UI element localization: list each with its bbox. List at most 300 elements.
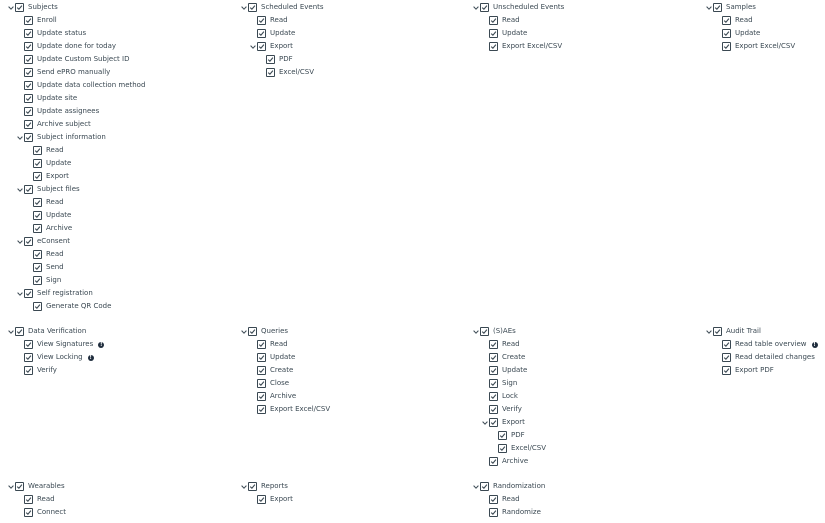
checkmark-icon	[25, 290, 32, 297]
permission-row-unscheduled-events-update	[471, 27, 671, 40]
checkmark-icon	[25, 367, 32, 374]
checkmark-icon	[249, 4, 256, 11]
permission-row-subjects-subject-information-read	[6, 144, 206, 157]
chevron-down-icon[interactable]	[6, 325, 15, 338]
checkmark-icon	[34, 160, 41, 167]
permission-row-queries-read	[239, 338, 439, 351]
chevron-down-icon[interactable]	[248, 40, 257, 53]
info-icon[interactable]: !	[89, 354, 92, 361]
permission-label: Update	[502, 29, 528, 37]
checkbox-scheduled-events[interactable]	[248, 3, 257, 12]
permission-label: Archive subject	[37, 120, 91, 128]
permission-label: Samples	[726, 3, 756, 11]
checkbox-subjects-econsent-send[interactable]	[33, 263, 42, 272]
permission-label: Read detailed changes	[735, 353, 815, 361]
checkbox-audit-trail[interactable]	[713, 327, 722, 336]
checkmark-icon	[249, 328, 256, 335]
checkbox-unscheduled-events[interactable]	[480, 3, 489, 12]
checkbox-s-aes-archive[interactable]	[489, 457, 498, 466]
permission-label: Verify	[37, 366, 57, 374]
permission-row-subjects-econsent	[6, 235, 206, 248]
checkbox-samples-update[interactable]	[722, 29, 731, 38]
permission-label: Update Custom Subject ID	[37, 55, 130, 63]
checkmark-icon	[258, 393, 265, 400]
checkmark-icon	[25, 238, 32, 245]
checkbox-subjects-subject-information-export[interactable]	[33, 172, 42, 181]
permission-label: Enroll	[37, 16, 57, 24]
checkbox-queries-read[interactable]	[257, 340, 266, 349]
permission-row-subjects-send-epro-manually	[6, 66, 206, 79]
checkbox-subjects-subject-files-update[interactable]	[33, 211, 42, 220]
checkbox-queries-archive[interactable]	[257, 392, 266, 401]
checkmark-icon	[34, 173, 41, 180]
permission-row-randomization	[471, 480, 671, 493]
checkmark-icon	[481, 328, 488, 335]
permission-label: Archive	[270, 392, 297, 400]
permission-label: (S)AEs	[493, 327, 516, 335]
checkmark-icon	[267, 69, 274, 76]
checkmark-icon	[25, 108, 32, 115]
checkmark-icon	[25, 354, 32, 361]
checkmark-icon	[25, 30, 32, 37]
checkmark-icon	[723, 367, 730, 374]
checkmark-icon	[34, 303, 41, 310]
checkbox-scheduled-events-update[interactable]	[257, 29, 266, 38]
info-icon[interactable]: !	[100, 341, 103, 348]
permission-group-samples	[704, 1, 825, 53]
permission-label: Send	[46, 263, 64, 271]
permission-label: Read table overview	[735, 340, 807, 348]
checkbox-queries[interactable]	[248, 327, 257, 336]
permission-label: Verify	[502, 405, 522, 413]
permission-label: Update done for today	[37, 42, 117, 50]
chevron-down-icon[interactable]	[471, 325, 480, 338]
checkmark-icon	[490, 341, 497, 348]
permission-row-s-aes-export-pdf	[471, 429, 671, 442]
permission-label: Randomize	[502, 508, 541, 516]
permission-row-scheduled-events-export-excel-csv	[239, 66, 439, 79]
permission-label: Self registration	[37, 289, 93, 297]
permission-row-audit-trail-read-table-overview	[704, 338, 825, 351]
checkmark-icon	[34, 251, 41, 258]
info-icon[interactable]: !	[813, 341, 816, 348]
permission-label: Lock	[502, 392, 518, 400]
permission-row-audit-trail-export-pdf	[704, 364, 825, 377]
permission-group-subjects	[6, 1, 206, 313]
permission-row-subjects-self-registration-generate-qr-code	[6, 300, 206, 313]
permission-label: Update	[46, 211, 72, 219]
permission-label: Subject files	[37, 185, 80, 193]
permission-label: Read	[502, 340, 520, 348]
permission-row-data-verification	[6, 325, 206, 338]
chevron-down-icon[interactable]	[6, 1, 15, 14]
permission-label: Update	[46, 159, 72, 167]
permission-label: Read	[37, 495, 55, 503]
permission-row-queries-close	[239, 377, 439, 390]
permission-label: Excel/CSV	[511, 444, 547, 452]
permission-row-queries	[239, 325, 439, 338]
checkmark-icon	[25, 121, 32, 128]
checkbox-s-aes-export-excel-csv[interactable]	[498, 444, 507, 453]
checkbox-queries-update[interactable]	[257, 353, 266, 362]
checkbox-reports-export[interactable]	[257, 495, 266, 504]
permission-label: Update status	[37, 29, 87, 37]
checkbox-data-verification[interactable]	[15, 327, 24, 336]
checkbox-s-aes-update[interactable]	[489, 366, 498, 375]
checkmark-icon	[714, 328, 721, 335]
permission-row-subjects-self-registration	[6, 287, 206, 300]
permission-row-subjects-econsent-send	[6, 261, 206, 274]
checkmark-icon	[34, 277, 41, 284]
checkmark-icon	[258, 17, 265, 24]
permission-label: Scheduled Events	[261, 3, 324, 11]
permission-row-queries-create	[239, 364, 439, 377]
checkbox-randomization-read[interactable]	[489, 495, 498, 504]
permission-row-samples	[704, 1, 825, 14]
permission-label: Export Excel/CSV	[735, 42, 796, 50]
checkbox-queries-close[interactable]	[257, 379, 266, 388]
permission-row-reports	[239, 480, 439, 493]
permission-row-subjects-subject-files-update	[6, 209, 206, 222]
checkmark-icon	[16, 483, 23, 490]
checkmark-icon	[34, 264, 41, 271]
checkmark-icon	[34, 147, 41, 154]
permission-label: Read	[46, 146, 64, 154]
checkbox-samples-read[interactable]	[722, 16, 731, 25]
checkmark-icon	[258, 341, 265, 348]
checkbox-subjects-archive-subject[interactable]	[24, 120, 33, 129]
checkbox-subjects-econsent[interactable]	[24, 237, 33, 246]
permission-row-subjects-update-assignees	[6, 105, 206, 118]
permission-label: Export	[270, 42, 293, 50]
checkmark-icon	[490, 406, 497, 413]
permission-row-subjects	[6, 1, 206, 14]
checkmark-icon	[490, 367, 497, 374]
checkbox-samples-export-excel-csv[interactable]	[722, 42, 731, 51]
checkmark-icon	[499, 445, 506, 452]
chevron-down-icon[interactable]	[15, 287, 24, 300]
chevron-down-icon[interactable]	[15, 235, 24, 248]
permission-row-subjects-update-custom-subject-id	[6, 53, 206, 66]
checkmark-icon	[25, 43, 32, 50]
checkmark-icon	[258, 43, 265, 50]
permission-row-data-verification-verify	[6, 364, 206, 377]
chevron-down-icon[interactable]	[704, 325, 713, 338]
permission-row-samples-read	[704, 14, 825, 27]
permission-row-unscheduled-events-read	[471, 14, 671, 27]
checkbox-subjects-subject-files-read[interactable]	[33, 198, 42, 207]
checkmark-icon	[723, 43, 730, 50]
checkmark-icon	[25, 95, 32, 102]
permission-label: Update	[270, 353, 296, 361]
chevron-down-icon[interactable]	[15, 131, 24, 144]
checkbox-subjects-subject-information-update[interactable]	[33, 159, 42, 168]
checkmark-icon	[481, 483, 488, 490]
permission-row-wearables	[6, 480, 206, 493]
checkmark-icon	[16, 4, 23, 11]
permission-group-reports	[239, 480, 439, 506]
checkbox-subjects-update-status[interactable]	[24, 29, 33, 38]
checkmark-icon	[25, 134, 32, 141]
checkbox-s-aes-verify[interactable]	[489, 405, 498, 414]
permission-label: Data Verification	[28, 327, 87, 335]
permission-row-s-aes-verify	[471, 403, 671, 416]
chevron-down-icon[interactable]	[471, 1, 480, 14]
checkbox-subjects-subject-information-read[interactable]	[33, 146, 42, 155]
permission-row-scheduled-events-read	[239, 14, 439, 27]
checkmark-icon	[723, 30, 730, 37]
chevron-down-icon[interactable]	[704, 1, 713, 14]
permission-label: Connect	[37, 508, 66, 516]
permission-group-data-verification	[6, 325, 206, 377]
checkmark-icon	[267, 56, 274, 63]
permission-row-scheduled-events	[239, 1, 439, 14]
checkbox-wearables[interactable]	[15, 482, 24, 491]
permission-group-randomization	[471, 480, 671, 519]
checkbox-data-verification-view-signatures[interactable]	[24, 340, 33, 349]
permission-label: Archive	[502, 457, 529, 465]
permission-row-s-aes-read	[471, 338, 671, 351]
checkmark-icon	[723, 17, 730, 24]
permission-label: eConsent	[37, 237, 71, 245]
checkmark-icon	[490, 458, 497, 465]
checkbox-audit-trail-read-detailed-changes[interactable]	[722, 353, 731, 362]
checkbox-wearables-read[interactable]	[24, 495, 33, 504]
permission-group-s-aes	[471, 325, 671, 468]
checkbox-queries-create[interactable]	[257, 366, 266, 375]
permission-row-samples-update	[704, 27, 825, 40]
permission-row-subjects-subject-information	[6, 131, 206, 144]
permission-label: Excel/CSV	[279, 68, 315, 76]
chevron-down-icon[interactable]	[239, 325, 248, 338]
permission-row-randomization-read	[471, 493, 671, 506]
checkmark-icon	[490, 43, 497, 50]
checkmark-icon	[490, 30, 497, 37]
permission-label: Send ePRO manually	[37, 68, 111, 76]
permission-row-audit-trail	[704, 325, 825, 338]
permission-label: Generate QR Code	[46, 302, 112, 310]
permission-row-subjects-archive-subject	[6, 118, 206, 131]
checkbox-subjects-enroll[interactable]	[24, 16, 33, 25]
permission-row-s-aes-export-excel-csv	[471, 442, 671, 455]
checkbox-subjects-self-registration[interactable]	[24, 289, 33, 298]
permission-row-reports-export	[239, 493, 439, 506]
permission-row-subjects-subject-files-archive	[6, 222, 206, 235]
checkbox-scheduled-events-export[interactable]	[257, 42, 266, 51]
permission-label: Export Excel/CSV	[502, 42, 563, 50]
permission-row-audit-trail-read-detailed-changes	[704, 351, 825, 364]
checkmark-icon	[490, 393, 497, 400]
permission-label: Update site	[37, 94, 78, 102]
permission-row-subjects-enroll	[6, 14, 206, 27]
permission-row-s-aes	[471, 325, 671, 338]
checkbox-s-aes-lock[interactable]	[489, 392, 498, 401]
checkbox-s-aes-read[interactable]	[489, 340, 498, 349]
permission-label: Queries	[261, 327, 289, 335]
checkbox-subjects-subject-files[interactable]	[24, 185, 33, 194]
permission-label: View Locking	[37, 353, 83, 361]
checkmark-icon	[258, 406, 265, 413]
checkmark-icon	[16, 328, 23, 335]
permission-row-s-aes-archive	[471, 455, 671, 468]
permission-group-scheduled-events	[239, 1, 439, 79]
checkbox-s-aes-create[interactable]	[489, 353, 498, 362]
permission-row-wearables-connect	[6, 506, 206, 519]
checkbox-data-verification-view-locking[interactable]	[24, 353, 33, 362]
checkmark-icon	[258, 496, 265, 503]
permission-label: Subject information	[37, 133, 106, 141]
checkbox-subjects[interactable]	[15, 3, 24, 12]
checkbox-unscheduled-events-update[interactable]	[489, 29, 498, 38]
permission-row-data-verification-view-signatures	[6, 338, 206, 351]
permission-row-data-verification-view-locking	[6, 351, 206, 364]
permission-label: Unscheduled Events	[493, 3, 565, 11]
checkmark-icon	[258, 380, 265, 387]
checkmark-icon	[34, 225, 41, 232]
permission-group-unscheduled-events	[471, 1, 671, 53]
checkbox-subjects-subject-information[interactable]	[24, 133, 33, 142]
permission-label: Read	[46, 198, 64, 206]
checkmark-icon	[249, 483, 256, 490]
permission-label: Update	[270, 29, 296, 37]
permission-label: Reports	[261, 482, 288, 490]
permission-label: Update	[735, 29, 761, 37]
permission-row-subjects-subject-information-export	[6, 170, 206, 183]
permission-row-queries-update	[239, 351, 439, 364]
permission-row-unscheduled-events-export-excel-csv	[471, 40, 671, 53]
permission-label: Read	[502, 16, 520, 24]
checkbox-audit-trail-read-table-overview[interactable]	[722, 340, 731, 349]
permission-row-subjects-subject-information-update	[6, 157, 206, 170]
checkmark-icon	[490, 380, 497, 387]
checkbox-scheduled-events-export-excel-csv[interactable]	[266, 68, 275, 77]
checkbox-audit-trail-export-pdf[interactable]	[722, 366, 731, 375]
checkbox-reports[interactable]	[248, 482, 257, 491]
permission-label: Audit Trail	[726, 327, 761, 335]
checkbox-subjects-subject-files-archive[interactable]	[33, 224, 42, 233]
chevron-down-icon[interactable]	[15, 183, 24, 196]
chevron-down-icon[interactable]	[239, 1, 248, 14]
permission-label: Export Excel/CSV	[270, 405, 331, 413]
checkmark-icon	[714, 4, 721, 11]
chevron-down-icon[interactable]	[471, 480, 480, 493]
checkmark-icon	[490, 419, 497, 426]
permission-row-scheduled-events-export-pdf	[239, 53, 439, 66]
checkbox-unscheduled-events-read[interactable]	[489, 16, 498, 25]
permission-row-s-aes-update	[471, 364, 671, 377]
checkbox-scheduled-events-read[interactable]	[257, 16, 266, 25]
checkbox-subjects-econsent-sign[interactable]	[33, 276, 42, 285]
checkmark-icon	[25, 186, 32, 193]
checkbox-scheduled-events-export-pdf[interactable]	[266, 55, 275, 64]
checkmark-icon	[25, 341, 32, 348]
permission-row-scheduled-events-update	[239, 27, 439, 40]
permission-row-wearables-read	[6, 493, 206, 506]
checkmark-icon	[723, 354, 730, 361]
checkbox-randomization[interactable]	[480, 482, 489, 491]
checkmark-icon	[258, 354, 265, 361]
checkbox-subjects-econsent-read[interactable]	[33, 250, 42, 259]
permission-label: Read	[502, 495, 520, 503]
checkbox-subjects-send-epro-manually[interactable]	[24, 68, 33, 77]
chevron-down-icon[interactable]	[6, 480, 15, 493]
permission-row-subjects-update-data-collection-method	[6, 79, 206, 92]
permission-row-subjects-subject-files	[6, 183, 206, 196]
permission-group-audit-trail	[704, 325, 825, 377]
permission-label: Update	[502, 366, 528, 374]
permission-row-subjects-econsent-sign	[6, 274, 206, 287]
checkmark-icon	[490, 509, 497, 516]
chevron-down-icon[interactable]	[480, 416, 489, 429]
permission-label: Close	[270, 379, 290, 387]
permission-label: Read	[735, 16, 753, 24]
permission-label: Update data collection method	[37, 81, 146, 89]
checkbox-samples[interactable]	[713, 3, 722, 12]
checkmark-icon	[34, 199, 41, 206]
permission-row-queries-export-excel-csv	[239, 403, 439, 416]
checkbox-queries-export-excel-csv[interactable]	[257, 405, 266, 414]
checkbox-wearables-connect[interactable]	[24, 508, 33, 517]
checkbox-subjects-update-custom-subject-id[interactable]	[24, 55, 33, 64]
checkbox-subjects-update-site[interactable]	[24, 94, 33, 103]
checkmark-icon	[258, 30, 265, 37]
permission-row-randomization-randomize	[471, 506, 671, 519]
permission-label: Export	[270, 495, 293, 503]
permission-row-unscheduled-events	[471, 1, 671, 14]
checkbox-s-aes[interactable]	[480, 327, 489, 336]
permission-label: Update assignees	[37, 107, 100, 115]
permission-row-subjects-subject-files-read	[6, 196, 206, 209]
permission-label: PDF	[511, 431, 525, 439]
permission-group-wearables	[6, 480, 206, 519]
permission-row-s-aes-sign	[471, 377, 671, 390]
checkbox-s-aes-export-pdf[interactable]	[498, 431, 507, 440]
checkmark-icon	[258, 367, 265, 374]
permission-row-subjects-econsent-read	[6, 248, 206, 261]
permission-label: Read	[46, 250, 64, 258]
checkmark-icon	[25, 69, 32, 76]
permission-row-s-aes-export	[471, 416, 671, 429]
checkmark-icon	[34, 212, 41, 219]
checkbox-s-aes-export[interactable]	[489, 418, 498, 427]
checkmark-icon	[25, 56, 32, 63]
checkbox-randomization-randomize[interactable]	[489, 508, 498, 517]
permission-group-queries	[239, 325, 439, 416]
permission-label: Sign	[502, 379, 518, 387]
permission-label: Export	[46, 172, 69, 180]
checkmark-icon	[481, 4, 488, 11]
checkbox-subjects-update-assignees[interactable]	[24, 107, 33, 116]
permission-label: Wearables	[28, 482, 65, 490]
permission-label: Archive	[46, 224, 73, 232]
checkbox-unscheduled-events-export-excel-csv[interactable]	[489, 42, 498, 51]
permission-row-s-aes-create	[471, 351, 671, 364]
chevron-down-icon[interactable]	[239, 480, 248, 493]
permission-label: Read	[270, 340, 288, 348]
permission-label: Subjects	[28, 3, 58, 11]
checkbox-s-aes-sign[interactable]	[489, 379, 498, 388]
checkmark-icon	[25, 17, 32, 24]
checkbox-subjects-update-data-collection-method[interactable]	[24, 81, 33, 90]
checkbox-subjects-self-registration-generate-qr-code[interactable]	[33, 302, 42, 311]
permission-label: Export	[502, 418, 525, 426]
permission-label: Randomization	[493, 482, 546, 490]
checkmark-icon	[490, 496, 497, 503]
permission-label: Read	[270, 16, 288, 24]
checkbox-subjects-update-done-for-today[interactable]	[24, 42, 33, 51]
permission-label: View Signatures	[37, 340, 94, 348]
checkbox-data-verification-verify[interactable]	[24, 366, 33, 375]
